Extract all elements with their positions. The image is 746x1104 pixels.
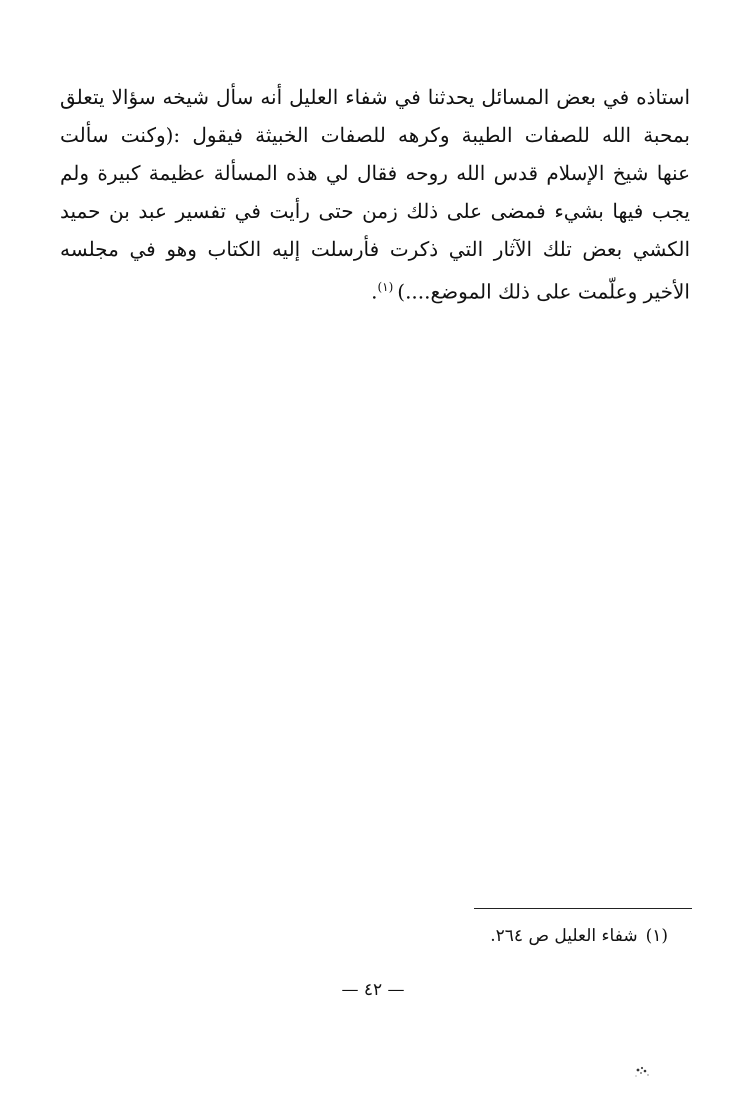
- footnote-divider: [474, 908, 692, 909]
- text-line-4: يجب فيها بشيء فمضى على ذلك زمن حتى رأيت في تفسير عبد بن حميد: [60, 199, 690, 223]
- text-line-3: عنها شيخ الإسلام قدس الله روحه فقال لي هذه المسألة عظيمة كبيرة ولم: [60, 161, 690, 185]
- text-line-6-content: الأخير وعلّمت على ذلك الموضع....): [397, 279, 690, 304]
- scan-speck: [632, 1062, 654, 1080]
- text-line-2: بمحبة الله للصفات الطيبة وكرهه للصفات الخبيثة فيقول :(وكنت سألت: [60, 123, 690, 147]
- page-number: — ٤٢ —: [341, 980, 405, 1000]
- text-line-5: الكشي بعض تلك الآثار التي ذكرت فأرسلت إليه الكتاب وهو في مجلسه: [60, 237, 690, 261]
- text-line-6: [60, 268, 690, 306]
- footnote: [490, 926, 668, 946]
- text-line-1: استاذه في بعض المسائل يحدثنا في شفاء العليل أنه سأل شيخه سؤالا يتعلق: [60, 85, 690, 109]
- main-text-block: [60, 78, 690, 306]
- footnote-reference[interactable]: (١): [377, 280, 394, 294]
- end-mark: .: [371, 279, 378, 304]
- footnote-number: (١): [645, 926, 668, 946]
- footnote-text: شفاء العليل ص ٢٦٤.: [490, 926, 638, 946]
